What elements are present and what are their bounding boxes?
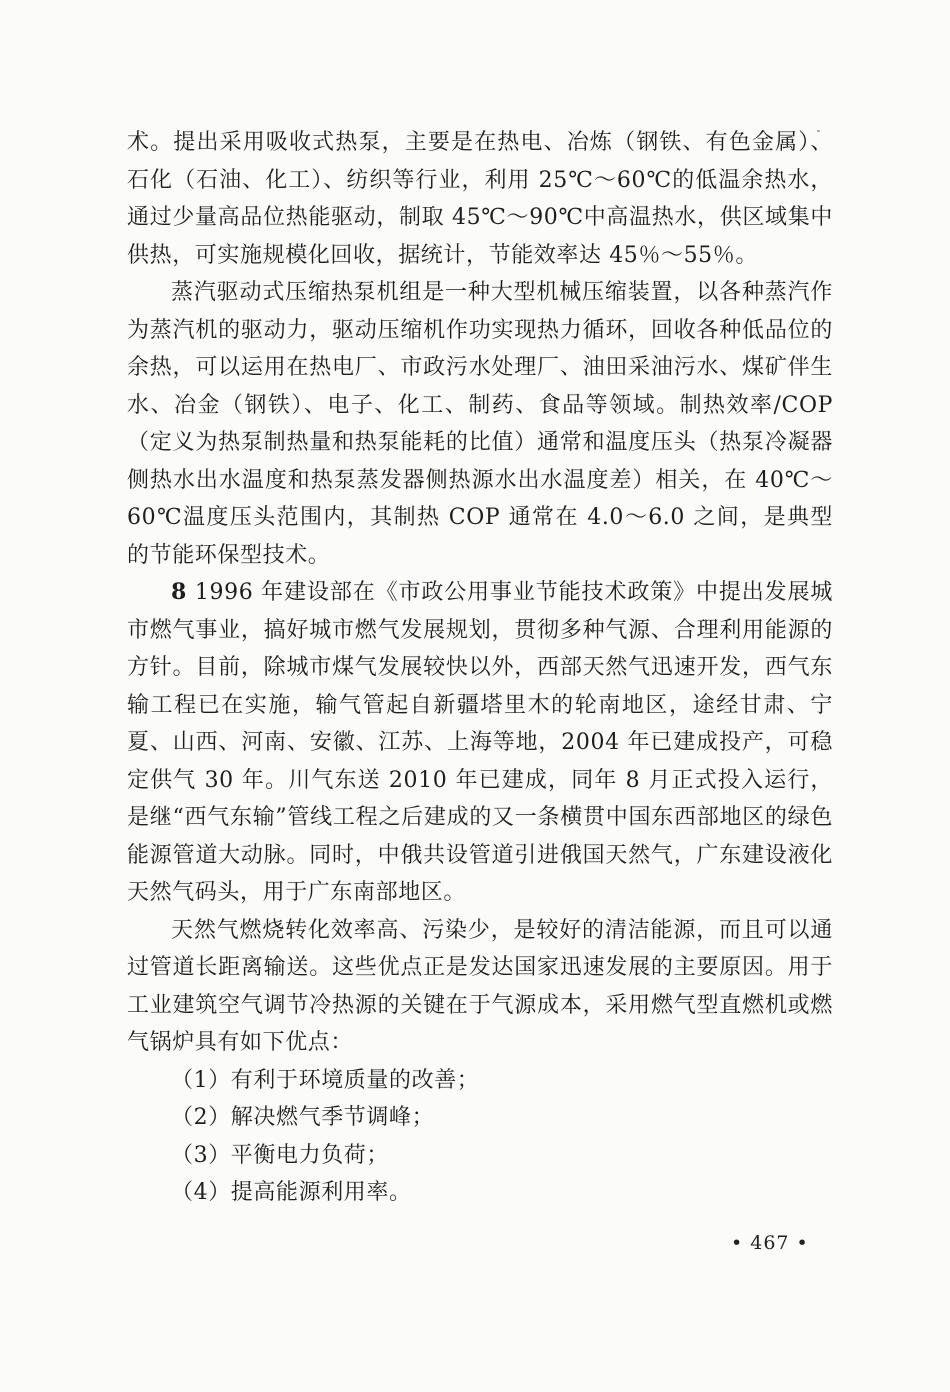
- paragraph-steam-heat-pump: [127, 274, 833, 574]
- list-item: （1）有利于环境质量的改善；: [171, 1067, 480, 1093]
- paragraph-section-8: [127, 574, 833, 912]
- list-item: （2）解决燃气季节调峰；: [171, 1105, 435, 1130]
- list-item: （3）平衡电力负荷；: [171, 1142, 389, 1168]
- list-item: （4）提高能源利用率。: [171, 1180, 412, 1205]
- paragraph-text: 术。提出采用吸收式热泵，主要是在热电、冶炼（钢铁、有色金属）、石化（石油、化工）、纺织等行业，利用 25℃～60℃的低温余热水，通过少量高品位热能驱动，制取 45℃～90℃中高温热水，供区域集中供热，可实施规模化回收，据统计，节能效率达 45％～55％。: [127, 130, 833, 268]
- paragraph-natural-gas: [127, 912, 833, 1062]
- page-number: • 467 •: [731, 1232, 809, 1254]
- body-text: [127, 124, 833, 1212]
- paragraph-continuation: [127, 124, 833, 274]
- paragraph-text: 1996 年建设部在《市政公用事业节能技术政策》中提出发展城市燃气事业，搞好城市燃气发展规划，贯彻多种气源、合理利用能源的方针。目前，除城市煤气发展较快以外，西部天然气迅速开发，西气东输工程已在实施，输气管起自新疆塔里木的轮南地区，途经甘肃、宁夏、山西、河南、安徽、江苏、上海等地，2004 年已建成投产，可稳定供气 30 年。川气东送 2010 年已建成，同年 8 月正式投入运行，是继“西气东输”管线工程之后建成的又一条横贯中国东西部地区的绿色能源管道大动脉。同时，中俄共设管道引进俄国天然气，广东建设液化天然气码头，用于广东南部地区。: [127, 580, 833, 905]
- paragraph-text: 蒸汽驱动式压缩热泵机组是一种大型机械压缩装置，以各种蒸汽作为蒸汽机的驱动力，驱动压缩机作功实现热力循环，回收各种低品位的余热，可以运用在热电厂、市政污水处理厂、油田采油污水、煤矿伴生水、冶金（钢铁）、电子、化工、制药、食品等领域。制热效率/COP（定义为热泵制热量和热泵能耗的比值）通常和温度压头（热泵冷凝器侧热水出水温度和热泵蒸发器侧热源水出水温度差）相关，在 40℃～60℃温度压头范围内，其制热 COP 通常在 4.0～6.0 之间，是典型的节能环保型技术。: [127, 280, 833, 568]
- paragraph-text: 天然气燃烧转化效率高、污染少，是较好的清洁能源，而且可以通过管道长距离输送。这些优点正是发达国家迅速发展的主要原因。用于工业建筑空气调节冷热源的关键在于气源成本，采用燃气型直燃机或燃气锅炉具有如下优点：: [127, 917, 833, 1055]
- section-number: 8: [171, 579, 187, 605]
